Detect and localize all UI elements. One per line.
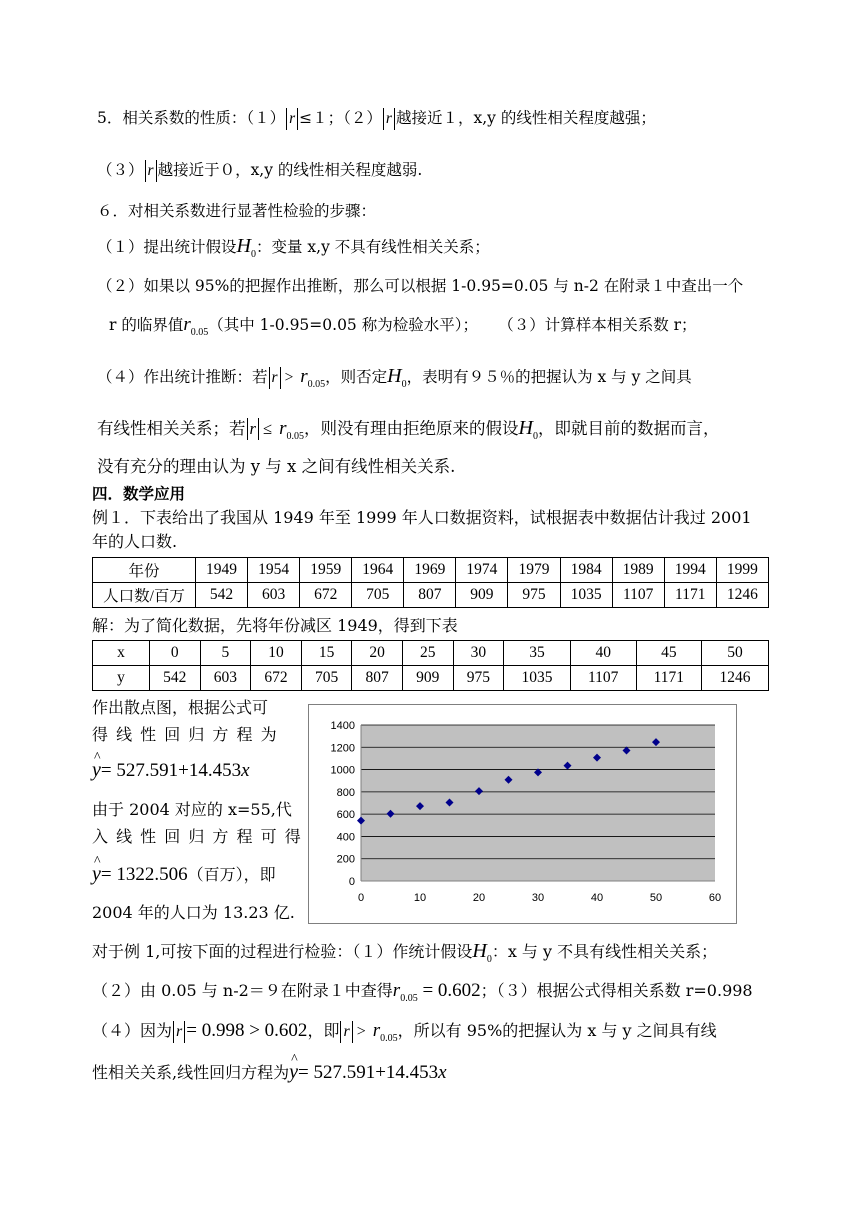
table-cell: 672	[251, 666, 302, 691]
prediction-equation	[92, 864, 276, 885]
table-cell: 20	[352, 641, 403, 666]
table-cell: 807	[352, 666, 403, 691]
table-cell: x	[93, 641, 150, 666]
property-5-line-2	[97, 160, 422, 182]
table-cell: 35	[504, 641, 571, 666]
regression-intro: 得 线 性 回 归 方 程 为	[92, 725, 279, 744]
table-cell: 603	[200, 666, 251, 691]
solution-text: 解：为了简化数据，先将年份减区 1949，得到下表	[92, 616, 458, 635]
property-5-text: 5．相关系数的性质：（１）	[97, 109, 286, 127]
test-step-2	[92, 981, 753, 1009]
test-conclusion	[92, 1062, 447, 1083]
table-row	[93, 666, 769, 691]
r-critical-symbol: $r_{0.05}$	[279, 418, 305, 442]
table-cell: 1964	[352, 558, 404, 583]
x-tick-label: 10	[413, 892, 427, 904]
step-4-text: （４）作出统计推断：若	[97, 368, 268, 386]
x-tick-label: 30	[531, 892, 545, 904]
table-cell: 10	[251, 641, 302, 666]
example-1-text: 例１．下表给出了我国从 1949 年至 1999 年人口数据资料，试根据表中数据估计我过 2001	[92, 508, 752, 527]
y-tick-label: 1000	[330, 764, 355, 777]
table-cell: 603	[248, 583, 300, 608]
table-cell: 人口数/百万	[93, 583, 196, 608]
property-5-line	[97, 108, 656, 130]
table-row	[93, 641, 769, 666]
step-1-text: （１）提出统计假设	[97, 238, 237, 256]
table-cell: 1959	[300, 558, 352, 583]
h0-symbol: $H_0$	[518, 417, 538, 442]
y-tick-label: 400	[336, 831, 355, 844]
test-step-3: ；（３）根据公式得相关系数 r=0.998	[480, 981, 753, 1000]
abs-r: r	[247, 418, 259, 440]
y-tick-label: 200	[336, 853, 355, 866]
table-cell: 1107	[570, 666, 636, 691]
step-4-cont	[97, 418, 719, 447]
abs-r: r	[269, 367, 281, 389]
equation-rhs: = 527.591+14.453	[297, 1062, 439, 1083]
x-tick-label: 40	[590, 892, 604, 904]
section-heading: 四．数学应用	[92, 485, 186, 503]
table-cell: 1954	[248, 558, 300, 583]
population-table	[92, 557, 769, 608]
step-3: （３）计算样本相关系数 r；	[505, 316, 697, 334]
test-step-2-text: （２）由 0.05 与 n-2＝９在附录１中查得	[92, 981, 393, 1000]
table-cell: 1979	[508, 558, 560, 583]
property-5-cond2: 越接近１，x,y 的线性相关程度越强；	[395, 109, 656, 127]
equation-rhs: = 527.591+14.453	[100, 760, 242, 781]
x-tick-label: 50	[649, 892, 663, 904]
x-var: x	[241, 760, 250, 781]
step-1-hypothesis: ：变量 x,y 不具有线性相关关系；	[255, 238, 490, 256]
y-hat: ^ y	[92, 864, 101, 884]
y-tick-label: 800	[336, 786, 355, 799]
critical-value-text: r 的临界值	[109, 316, 184, 334]
step-2-cont	[109, 315, 697, 343]
table-cell: 25	[402, 641, 453, 666]
regression-equation-1	[92, 760, 250, 781]
test-step-4-text: （４）因为	[92, 1021, 173, 1040]
abs-r: r	[173, 1021, 185, 1043]
test-conclusion-text: 性相关关系,线性回归方程为	[92, 1063, 290, 1082]
table-cell: 0	[150, 641, 201, 666]
r-critical-symbol: $r_{0.05}$	[372, 1020, 398, 1044]
prediction-result: 2004 年的人口为 13.23 亿.	[92, 903, 295, 922]
table-cell: 1994	[664, 558, 716, 583]
h0-symbol: $H_0$	[472, 940, 492, 965]
abs-r: r	[340, 1021, 352, 1043]
table-cell: y	[93, 666, 150, 691]
table-cell: 1246	[702, 666, 769, 691]
test-hypothesis: ：x 与 y 不具有线性相关关系；	[491, 942, 718, 961]
table-cell: 1949	[196, 558, 248, 583]
step-4-cont-end: ，即就目前的数据而言，	[537, 419, 720, 438]
x-tick-label: 20	[472, 892, 486, 904]
x-var: x	[438, 1062, 447, 1083]
table-row	[93, 583, 769, 608]
r-critical-symbol: $r_{0.05}$	[392, 980, 418, 1004]
prediction-intro: 由于 2004 对应的 x=55,代	[92, 800, 292, 819]
table-cell: 542	[150, 666, 201, 691]
prediction-intro-2: 入 线 性 回 归 方 程 可 得	[92, 827, 303, 846]
step-2: （２）如果以 95%的把握作出推断，那么可以根据 1-0.95=0.05 与 n-2 在附录１中查出一个	[97, 277, 744, 295]
table-cell: 975	[508, 583, 560, 608]
test-step-4-end: ，所以有 95%的把握认为 x 与 y 之间具有线	[397, 1021, 717, 1040]
property-5-cond3: 越接近于０，x,y 的线性相关程度越弱.	[157, 161, 423, 179]
r-critical-symbol: $r_{0.05}$	[300, 366, 326, 390]
y-hat: ^ y	[92, 760, 101, 780]
prediction-value: = 1322.506	[100, 864, 188, 885]
table-cell: 1035	[560, 583, 612, 608]
property-5-cond3-num: （３）	[97, 161, 144, 179]
table-cell: 1974	[456, 558, 508, 583]
no-reject-text: ，则没有理由拒绝原来的假设	[304, 419, 519, 438]
h0-symbol: $H_0$	[236, 235, 256, 260]
table-cell: 705	[301, 666, 352, 691]
test-step-4-mid: ，即	[307, 1021, 340, 1040]
step-1	[97, 236, 490, 265]
table-cell: 40	[570, 641, 636, 666]
step-4-conclusion: ，表明有９５％的把握认为 x 与 y 之间具	[406, 368, 692, 386]
table-cell: 909	[456, 583, 508, 608]
y-tick-label: 0	[348, 876, 355, 888]
y-tick-label: 600	[336, 809, 355, 822]
comparison-value: = 0.998 > 0.602	[186, 1020, 308, 1041]
table-cell: 45	[636, 641, 702, 666]
scatter-plot-svg	[309, 705, 736, 923]
gt-symbol: >	[356, 1023, 370, 1040]
prediction-unit: （百万），即	[187, 865, 276, 884]
table-cell: 年份	[93, 558, 196, 583]
test-step-4	[92, 1021, 717, 1049]
table-cell: 1171	[664, 583, 716, 608]
table-cell: 5	[200, 641, 251, 666]
scatter-chart	[308, 704, 737, 924]
table-cell: 909	[402, 666, 453, 691]
table-cell: 1969	[404, 558, 456, 583]
table-cell: 30	[453, 641, 504, 666]
table-cell: 705	[352, 583, 404, 608]
table-cell: 1984	[560, 558, 612, 583]
xy-table	[92, 640, 769, 691]
gt-symbol: >	[284, 369, 298, 386]
reject-text: ，则否定	[325, 368, 388, 386]
significance-note: （其中 1-0.95=0.05 称为检验水平）；	[208, 316, 478, 334]
table-cell: 542	[196, 583, 248, 608]
plot-area	[361, 725, 715, 881]
step-4-end: 没有充分的理由认为 y 与 x 之间有线性相关关系.	[97, 457, 456, 476]
x-tick-label: 0	[357, 892, 365, 904]
y-tick-label: 1200	[330, 742, 355, 755]
abs-r: r	[286, 108, 298, 130]
table-cell: 807	[404, 583, 456, 608]
table-cell: 50	[702, 641, 769, 666]
table-cell: 1171	[636, 666, 702, 691]
table-cell: 1989	[612, 558, 664, 583]
h0-symbol: $H_0$	[387, 365, 407, 390]
y-tick-label: 1400	[330, 720, 355, 732]
example-1-text-2: 年的人口数.	[92, 532, 178, 551]
table-cell: 1999	[716, 558, 768, 583]
table-cell: 672	[300, 583, 352, 608]
step-4	[97, 366, 692, 395]
test-steps-heading: ６．对相关系数进行显著性检验的步骤：	[97, 202, 377, 220]
table-cell: 1107	[612, 583, 664, 608]
table-cell: 975	[453, 666, 504, 691]
test-intro	[92, 941, 717, 970]
abs-r: r	[145, 160, 157, 182]
test-intro-text: 对于例 1,可按下面的过程进行检验：（１）作统计假设	[92, 942, 473, 961]
table-cell: 1246	[716, 583, 768, 608]
le-symbol: ≤	[262, 419, 277, 438]
table-row	[93, 558, 769, 583]
abs-r: r	[383, 108, 395, 130]
scatter-intro: 作出散点图，根据公式可	[92, 698, 269, 717]
table-cell: 15	[301, 641, 352, 666]
table-cell: 1035	[504, 666, 571, 691]
y-hat: ^ y	[289, 1062, 298, 1082]
critical-value: = 0.602	[417, 980, 481, 1001]
step-4-cont-text: 有线性相关关系；若	[97, 419, 246, 438]
property-5-cond1: ≤１；（２）	[299, 109, 382, 127]
x-tick-label: 60	[708, 892, 722, 904]
r-critical-symbol: $r_{0.05}$	[183, 314, 209, 338]
